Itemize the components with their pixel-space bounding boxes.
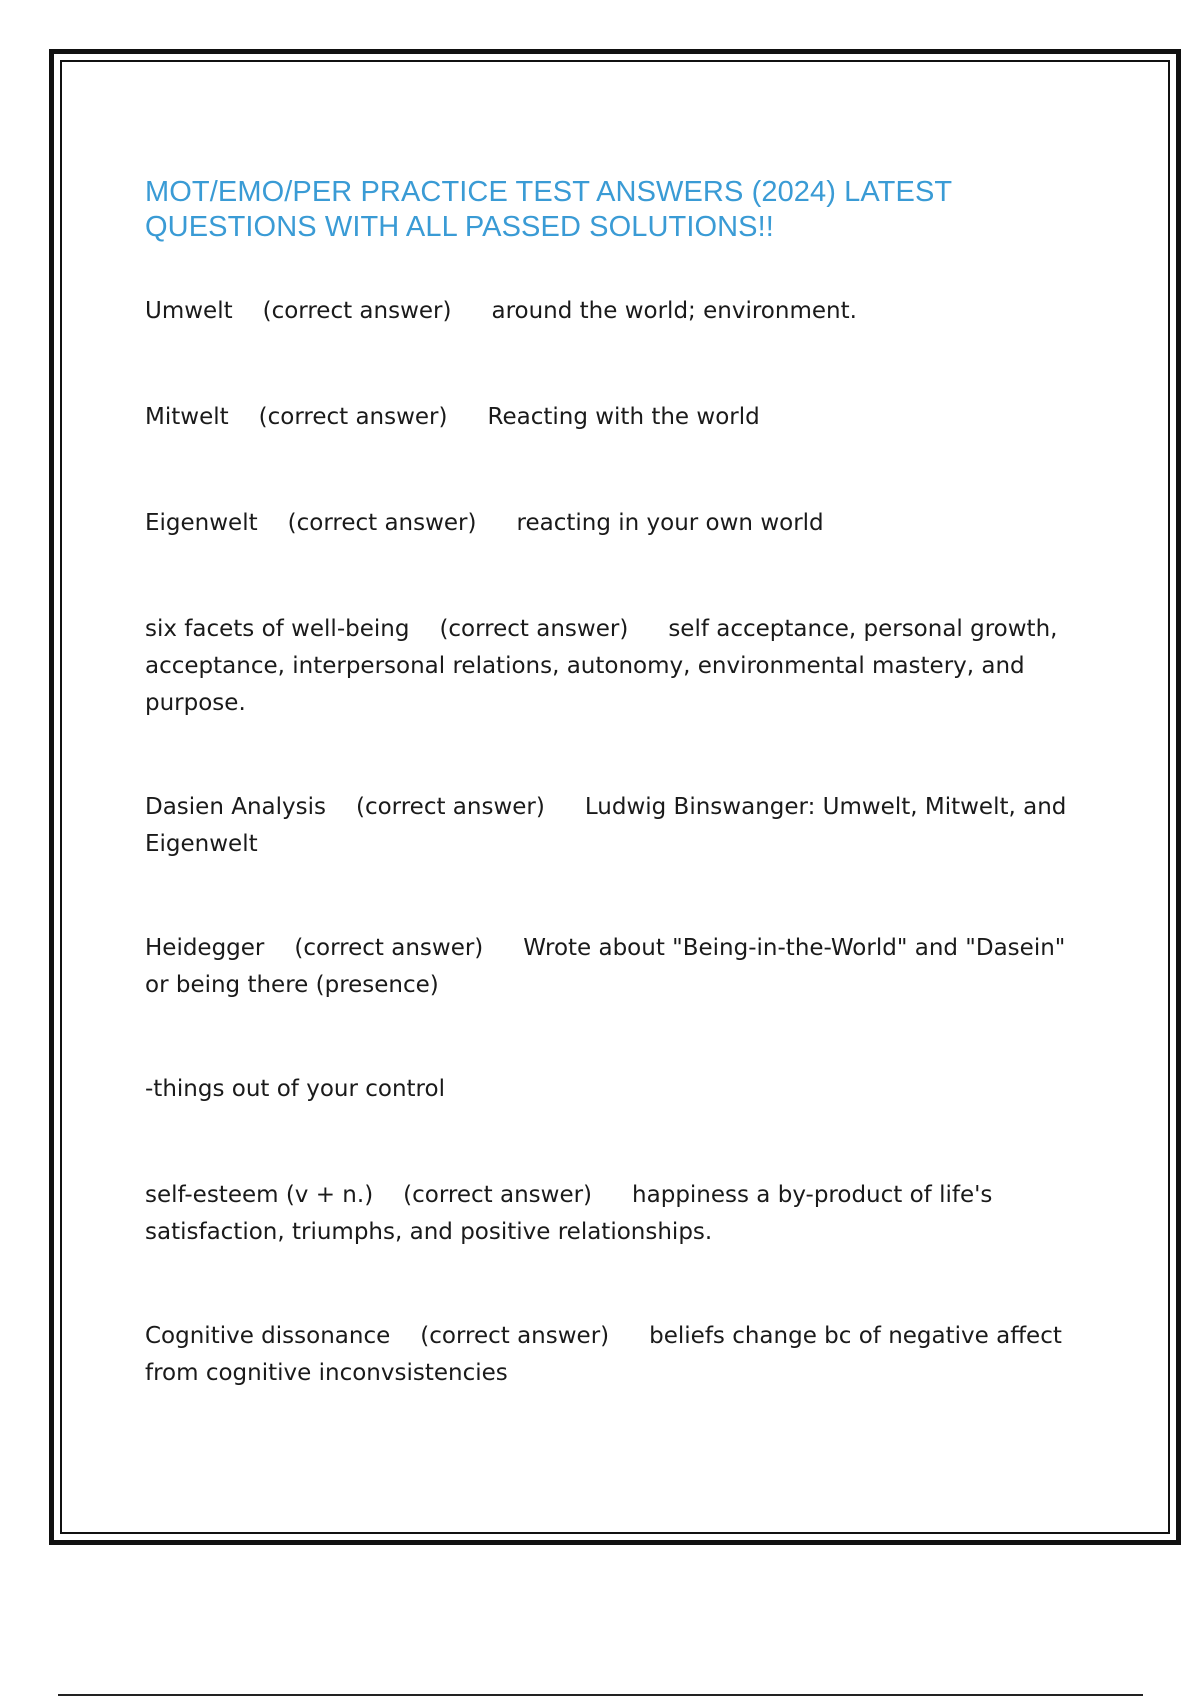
qa-item-heidegger — [145, 930, 1085, 1004]
qa-item-eigenwelt — [145, 505, 1085, 542]
qa-term: six facets of well-being — [145, 616, 410, 642]
qa-marker: (correct answer) — [294, 935, 484, 961]
qa-marker: (correct answer) — [403, 1182, 593, 1208]
qa-marker: (correct answer) — [420, 1323, 610, 1349]
qa-item-six-facets — [145, 611, 1085, 722]
qa-term: self-esteem (v + n.) — [145, 1182, 374, 1208]
qa-term: Mitwelt — [145, 404, 229, 430]
qa-item-dasien-analysis — [145, 789, 1085, 863]
qa-answer: Ludwig Binswanger: Umwelt, Mitwelt, and Eigenwelt — [145, 794, 1067, 857]
qa-answer: Wrote about "Being-in-the-World" and "Dasein" or being there (presence) — [145, 935, 1066, 998]
qa-answer: Reacting with the world — [487, 404, 760, 430]
qa-marker: (correct answer) — [262, 298, 452, 324]
qa-answer: self acceptance, personal growth, acceptance, interpersonal relations, autonomy, environmental mastery, and purpose. — [145, 616, 1058, 716]
qa-marker: (correct answer) — [439, 616, 629, 642]
qa-term: Dasien Analysis — [145, 794, 326, 820]
document-title — [145, 175, 1085, 245]
qa-answer: around the world; environment. — [491, 298, 857, 324]
qa-marker: (correct answer) — [258, 404, 448, 430]
qa-item-cognitive-dissonance — [145, 1318, 1085, 1392]
qa-marker: (correct answer) — [287, 510, 477, 536]
qa-term: Cognitive dissonance — [145, 1323, 391, 1349]
qa-answer: reacting in your own world — [516, 510, 824, 536]
qa-item-out-of-control — [145, 1071, 1085, 1108]
qa-text: -things out of your control — [145, 1076, 445, 1102]
qa-marker: (correct answer) — [355, 794, 545, 820]
qa-term: Eigenwelt — [145, 510, 258, 536]
document-title-line-1: MOT/EMO/PER PRACTICE TEST ANSWERS (2024) LATEST — [145, 176, 953, 208]
document-title-line-2: QUESTIONS WITH ALL PASSED SOLUTIONS!! — [145, 211, 774, 243]
qa-answer: happiness a by-product of life's satisfaction, triumphs, and positive relationships. — [145, 1182, 993, 1245]
document-content — [145, 175, 1085, 1392]
qa-item-self-esteem — [145, 1177, 1085, 1251]
qa-answer: beliefs change bc of negative affect from cognitive inconvsistencies — [145, 1323, 1062, 1386]
qa-item-mitwelt — [145, 399, 1085, 436]
qa-term: Heidegger — [145, 935, 265, 961]
qa-term: Umwelt — [145, 298, 233, 324]
qa-item-umwelt — [145, 293, 1085, 330]
footer-divider — [58, 1694, 1143, 1696]
